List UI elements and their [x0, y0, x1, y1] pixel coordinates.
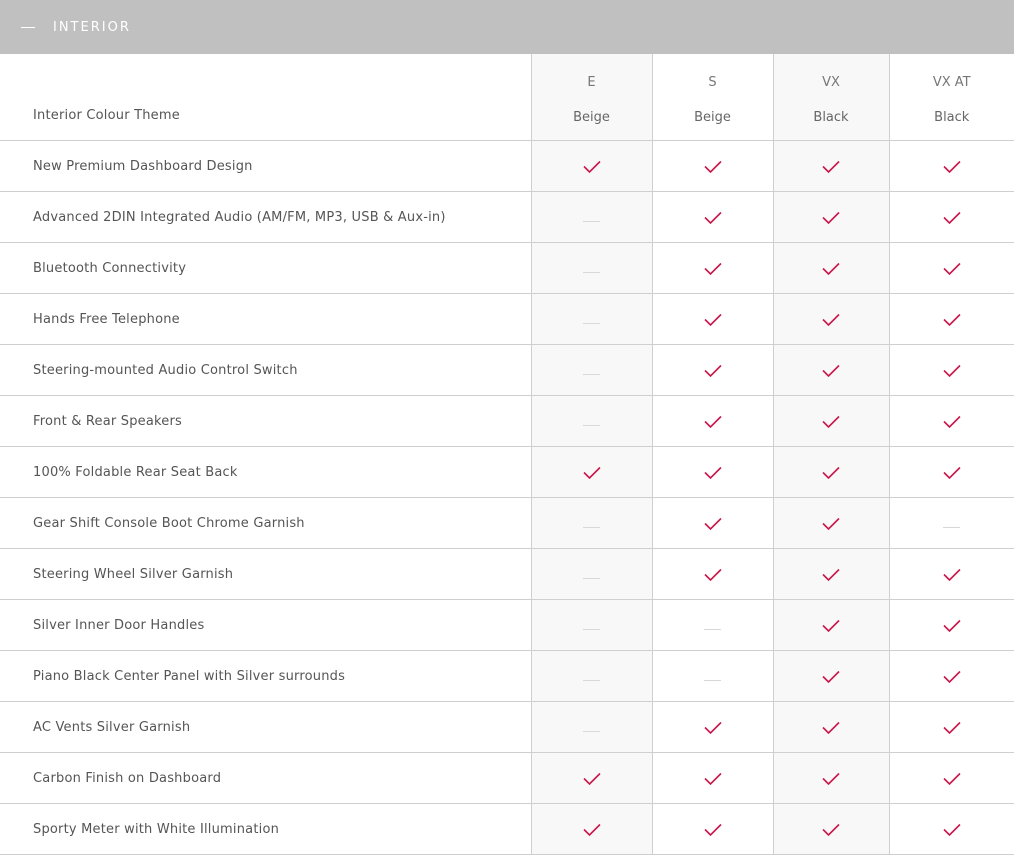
variant-name: S: [653, 65, 773, 90]
check-icon: [822, 670, 840, 684]
feature-cell-vx-at: [889, 804, 1014, 855]
dash-icon: [583, 527, 600, 528]
feature-row: [0, 141, 1014, 192]
theme-value: Beige: [573, 110, 610, 125]
check-icon: [704, 364, 722, 378]
feature-cell-s: [652, 498, 773, 549]
feature-cell-vx-at: [889, 447, 1014, 498]
check-icon: [583, 466, 601, 480]
check-icon: [704, 721, 722, 735]
colour-theme-row: [0, 90, 1014, 141]
check-icon: [822, 313, 840, 327]
feature-row: [0, 549, 1014, 600]
feature-row: [0, 345, 1014, 396]
feature-cell-e: [531, 345, 652, 396]
dash-icon: [704, 680, 721, 681]
check-icon: [822, 364, 840, 378]
check-icon: [704, 568, 722, 582]
feature-cell-s: [652, 753, 773, 804]
feature-label: Carbon Finish on Dashboard: [0, 753, 531, 804]
feature-cell-vx: [773, 549, 889, 600]
feature-row: [0, 294, 1014, 345]
check-icon: [704, 211, 722, 225]
feature-label: Steering-mounted Audio Control Switch: [0, 345, 531, 396]
feature-cell-vx: [773, 753, 889, 804]
feature-cell-s: [652, 243, 773, 294]
feature-cell-e: [531, 141, 652, 192]
feature-cell-vx: [773, 345, 889, 396]
feature-row: [0, 651, 1014, 702]
feature-cell-e: [531, 753, 652, 804]
feature-cell-vx-at: [889, 600, 1014, 651]
check-icon: [943, 160, 961, 174]
dash-icon: [583, 323, 600, 324]
feature-label: Piano Black Center Panel with Silver surrounds: [0, 651, 531, 702]
feature-rows: [0, 141, 1014, 855]
dash-icon: [583, 272, 600, 273]
dash-icon: [583, 731, 600, 732]
feature-cell-vx-at: [889, 294, 1014, 345]
variant-header-e: [531, 54, 652, 90]
feature-cell-vx: [773, 141, 889, 192]
interior-spec-table: [0, 54, 1014, 855]
feature-cell-vx-at: [889, 345, 1014, 396]
check-icon: [822, 721, 840, 735]
check-icon: [583, 823, 601, 837]
variant-header-spacer: [0, 54, 531, 90]
feature-cell-vx: [773, 192, 889, 243]
check-icon: [822, 823, 840, 837]
feature-cell-vx: [773, 702, 889, 753]
feature-cell-e: [531, 243, 652, 294]
check-icon: [943, 823, 961, 837]
feature-cell-s: [652, 294, 773, 345]
check-icon: [704, 517, 722, 531]
dash-icon: [583, 629, 600, 630]
check-icon: [704, 823, 722, 837]
feature-cell-e: [531, 549, 652, 600]
feature-cell-vx-at: [889, 498, 1014, 549]
interior-section-header[interactable]: [0, 0, 1014, 54]
check-icon: [704, 160, 722, 174]
section-title: INTERIOR: [53, 20, 131, 35]
check-icon: [943, 364, 961, 378]
theme-cell: [889, 90, 1014, 141]
check-icon: [943, 313, 961, 327]
feature-row: [0, 753, 1014, 804]
feature-label: Gear Shift Console Boot Chrome Garnish: [0, 498, 531, 549]
check-icon: [943, 211, 961, 225]
check-icon: [583, 772, 601, 786]
feature-label: Bluetooth Connectivity: [0, 243, 531, 294]
feature-cell-vx: [773, 294, 889, 345]
feature-cell-s: [652, 447, 773, 498]
theme-cell: [652, 90, 773, 141]
feature-cell-vx: [773, 600, 889, 651]
minus-icon[interactable]: [21, 27, 35, 28]
feature-cell-s: [652, 651, 773, 702]
feature-label: New Premium Dashboard Design: [0, 141, 531, 192]
feature-cell-s: [652, 600, 773, 651]
feature-cell-e: [531, 702, 652, 753]
feature-row: [0, 702, 1014, 753]
feature-label: Sporty Meter with White Illumination: [0, 804, 531, 855]
feature-label: Steering Wheel Silver Garnish: [0, 549, 531, 600]
variant-name: E: [532, 65, 652, 90]
feature-cell-s: [652, 345, 773, 396]
theme-value: Black: [934, 110, 969, 125]
feature-cell-vx-at: [889, 141, 1014, 192]
check-icon: [822, 160, 840, 174]
feature-cell-vx-at: [889, 396, 1014, 447]
feature-row: [0, 243, 1014, 294]
feature-cell-e: [531, 498, 652, 549]
feature-cell-e: [531, 192, 652, 243]
check-icon: [943, 619, 961, 633]
dash-icon: [583, 578, 600, 579]
check-icon: [943, 670, 961, 684]
check-icon: [583, 160, 601, 174]
feature-cell-s: [652, 549, 773, 600]
feature-cell-vx: [773, 651, 889, 702]
feature-row: [0, 192, 1014, 243]
dash-icon: [583, 680, 600, 681]
check-icon: [704, 772, 722, 786]
feature-cell-vx: [773, 396, 889, 447]
feature-cell-e: [531, 600, 652, 651]
feature-label: Silver Inner Door Handles: [0, 600, 531, 651]
theme-value: Black: [813, 110, 848, 125]
feature-cell-s: [652, 141, 773, 192]
check-icon: [822, 568, 840, 582]
feature-row: [0, 804, 1014, 855]
feature-cell-s: [652, 702, 773, 753]
feature-label: Front & Rear Speakers: [0, 396, 531, 447]
feature-row: [0, 498, 1014, 549]
feature-cell-vx: [773, 498, 889, 549]
feature-cell-vx-at: [889, 192, 1014, 243]
check-icon: [822, 211, 840, 225]
check-icon: [822, 466, 840, 480]
feature-row: [0, 447, 1014, 498]
theme-value: Beige: [694, 110, 731, 125]
feature-cell-e: [531, 447, 652, 498]
feature-cell-vx-at: [889, 651, 1014, 702]
feature-cell-e: [531, 651, 652, 702]
check-icon: [943, 772, 961, 786]
theme-cell: [773, 90, 889, 141]
dash-icon: [583, 374, 600, 375]
feature-cell-e: [531, 804, 652, 855]
feature-cell-vx-at: [889, 702, 1014, 753]
variant-header-s: [652, 54, 773, 90]
check-icon: [822, 619, 840, 633]
check-icon: [704, 466, 722, 480]
feature-cell-s: [652, 192, 773, 243]
check-icon: [943, 568, 961, 582]
feature-cell-vx: [773, 804, 889, 855]
colour-theme-label: Interior Colour Theme: [0, 90, 531, 141]
theme-cell: [531, 90, 652, 141]
feature-row: [0, 396, 1014, 447]
feature-cell-e: [531, 294, 652, 345]
check-icon: [943, 721, 961, 735]
feature-cell-vx-at: [889, 243, 1014, 294]
feature-cell-vx-at: [889, 753, 1014, 804]
dash-icon: [583, 425, 600, 426]
check-icon: [822, 262, 840, 276]
feature-cell-s: [652, 804, 773, 855]
variant-name: VX AT: [890, 65, 1014, 90]
dash-icon: [583, 221, 600, 222]
check-icon: [943, 466, 961, 480]
variant-header-row: [0, 54, 1014, 90]
feature-cell-s: [652, 396, 773, 447]
feature-cell-e: [531, 396, 652, 447]
feature-label: Hands Free Telephone: [0, 294, 531, 345]
feature-cell-vx: [773, 243, 889, 294]
check-icon: [822, 415, 840, 429]
feature-label: 100% Foldable Rear Seat Back: [0, 447, 531, 498]
check-icon: [943, 262, 961, 276]
dash-icon: [943, 527, 960, 528]
check-icon: [704, 415, 722, 429]
dash-icon: [704, 629, 721, 630]
feature-cell-vx: [773, 447, 889, 498]
feature-label: AC Vents Silver Garnish: [0, 702, 531, 753]
variant-header-vx: [773, 54, 889, 90]
variant-header-vx-at: [889, 54, 1014, 90]
check-icon: [822, 517, 840, 531]
check-icon: [943, 415, 961, 429]
feature-label: Advanced 2DIN Integrated Audio (AM/FM, MP3, USB & Aux-in): [0, 192, 531, 243]
feature-row: [0, 600, 1014, 651]
check-icon: [822, 772, 840, 786]
check-icon: [704, 262, 722, 276]
check-icon: [704, 313, 722, 327]
variant-name: VX: [774, 65, 889, 90]
feature-cell-vx-at: [889, 549, 1014, 600]
